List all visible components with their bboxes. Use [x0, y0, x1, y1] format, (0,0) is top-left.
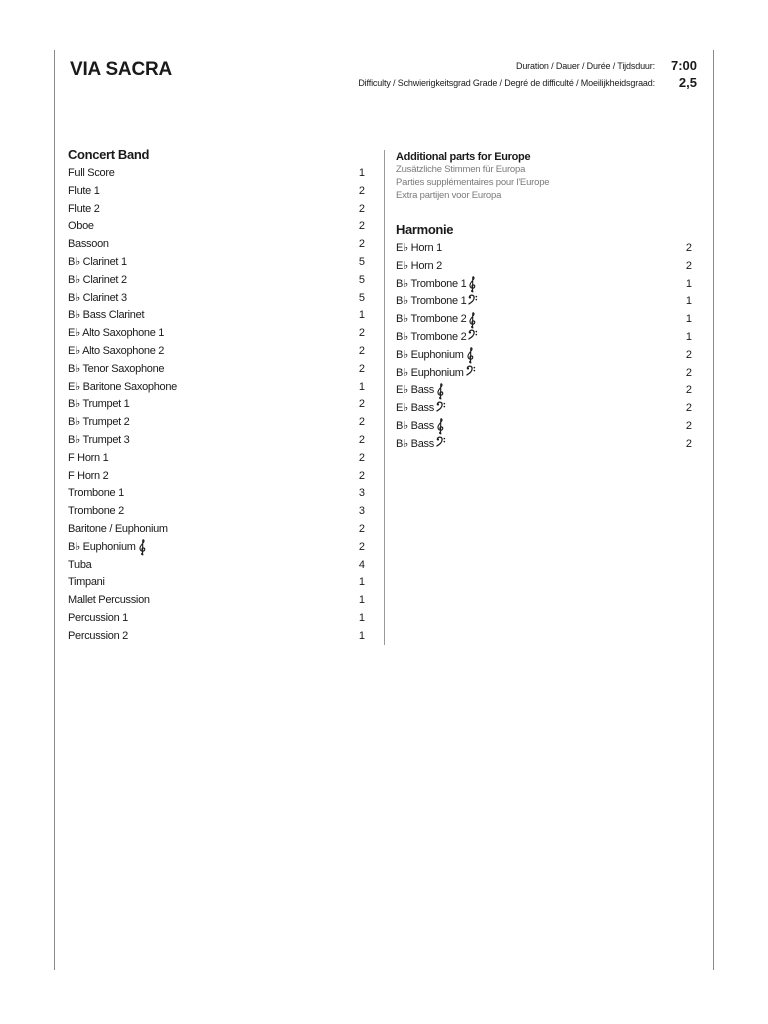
treble-clef-icon [468, 312, 477, 329]
part-row [68, 414, 365, 432]
part-row [68, 485, 365, 503]
part-count: 2 [358, 433, 365, 446]
part-name: B♭ Trombone 2 [396, 330, 467, 343]
part-name: E♭ Horn 1 [396, 242, 442, 254]
europe-subtitle-nl: Extra partijen voor Europa [396, 190, 502, 201]
part-name: B♭ Euphonium [68, 540, 136, 553]
part-row [396, 311, 692, 329]
treble-clef-icon [466, 347, 475, 364]
part-count: 2 [358, 469, 365, 482]
part-count: 2 [358, 398, 365, 411]
part-row [68, 307, 365, 325]
part-name: Tuba [68, 558, 92, 571]
part-count: 1 [358, 629, 365, 642]
treble-clef-icon [436, 418, 445, 435]
part-name: B♭ Clarinet 2 [68, 273, 127, 286]
part-name: E♭ Alto Saxophone 1 [68, 327, 165, 340]
part-count: 2 [358, 184, 365, 197]
part-count: 4 [358, 558, 365, 571]
part-row [396, 436, 692, 454]
part-row [396, 258, 692, 276]
part-row [68, 379, 365, 397]
column-divider [384, 150, 385, 645]
part-row [68, 521, 365, 539]
part-name: B♭ Trumpet 2 [68, 416, 130, 429]
part-name: Flute 1 [68, 184, 100, 197]
part-row [68, 254, 365, 272]
part-name: B♭ Bass [396, 419, 434, 432]
part-name: B♭ Tenor Saxophone [68, 362, 165, 375]
part-row [68, 610, 365, 628]
part-row [68, 325, 365, 343]
part-name: B♭ Clarinet 1 [68, 255, 127, 268]
piece-title: VIA SACRA [70, 59, 173, 80]
part-count: 3 [358, 487, 365, 500]
part-row [68, 201, 365, 219]
part-count: 2 [685, 384, 692, 397]
part-row [68, 432, 365, 450]
bass-clef-icon [466, 365, 476, 382]
part-name: B♭ Bass [396, 437, 434, 450]
part-row [68, 574, 365, 592]
part-count: 2 [358, 220, 365, 233]
part-row [396, 382, 692, 400]
treble-clef-icon [138, 539, 147, 556]
difficulty-label: Difficulty / Schwierigkeitsgrad Grade / Degré de difficulté / Moeilijkheidsgraad: [358, 78, 655, 88]
treble-clef-icon [468, 276, 477, 293]
europe-parts-heading: Additional parts for Europe [396, 151, 531, 163]
part-name: F Horn 1 [68, 451, 109, 464]
part-name: B♭ Trumpet 1 [68, 398, 130, 411]
part-row [68, 396, 365, 414]
part-row [68, 218, 365, 236]
part-name: B♭ Trombone 1 [396, 277, 467, 290]
part-count: 1 [685, 330, 692, 343]
part-row [68, 503, 365, 521]
part-name: E♭ Bass [396, 402, 434, 415]
part-name: B♭ Trombone 2 [396, 313, 467, 326]
part-name: Oboe [68, 220, 94, 233]
part-row [68, 183, 365, 201]
part-name: Baritone / Euphonium [68, 522, 168, 535]
part-count: 2 [685, 259, 692, 272]
part-count: 2 [358, 540, 365, 553]
part-row [396, 293, 692, 311]
part-name: Trombone 1 [68, 487, 124, 500]
part-name: Bassoon [68, 238, 109, 251]
part-row [396, 400, 692, 418]
part-count: 2 [685, 419, 692, 432]
part-row [68, 165, 365, 183]
part-count: 1 [358, 611, 365, 624]
bass-clef-icon [468, 294, 478, 311]
part-count: 1 [685, 277, 692, 290]
part-name: Flute 2 [68, 202, 100, 215]
part-count: 2 [685, 242, 692, 254]
part-count: 2 [358, 362, 365, 375]
part-row [68, 290, 365, 308]
part-count: 1 [358, 380, 365, 393]
europe-subtitle-fr: Parties supplémentaires pour l'Europe [396, 177, 550, 188]
part-name: B♭ Trumpet 3 [68, 433, 130, 446]
page-border-left [54, 50, 55, 970]
part-row [68, 272, 365, 290]
part-count: 2 [358, 451, 365, 464]
part-row [68, 361, 365, 379]
part-name: Timpani [68, 576, 105, 589]
part-row [68, 343, 365, 361]
harmonie-parts-list [396, 240, 692, 454]
part-row [68, 628, 365, 646]
concert-band-heading: Concert Band [68, 147, 150, 162]
part-count: 1 [685, 313, 692, 326]
part-count: 5 [358, 291, 365, 304]
part-name: E♭ Baritone Saxophone [68, 380, 177, 393]
part-count: 3 [358, 505, 365, 518]
bass-clef-icon [436, 436, 446, 453]
part-name: Percussion 1 [68, 611, 128, 624]
part-row [68, 539, 365, 557]
part-count: 1 [358, 576, 365, 589]
part-name: E♭ Horn 2 [396, 259, 442, 272]
part-name: B♭ Clarinet 3 [68, 291, 127, 304]
part-name: E♭ Alto Saxophone 2 [68, 344, 165, 357]
part-count: 2 [358, 522, 365, 535]
part-count: 5 [358, 273, 365, 286]
page-border-right [713, 50, 714, 970]
part-count: 2 [358, 202, 365, 215]
part-count: 2 [685, 348, 692, 361]
part-row [68, 236, 365, 254]
part-count: 2 [685, 366, 692, 379]
part-name: B♭ Euphonium [396, 366, 464, 379]
part-count: 2 [358, 327, 365, 340]
duration-label: Duration / Dauer / Durée / Tijdsduur: [515, 61, 655, 71]
harmonie-heading: Harmonie [396, 222, 454, 237]
part-row [68, 557, 365, 575]
part-name: B♭ Trombone 1 [396, 295, 467, 308]
part-row [68, 468, 365, 486]
part-name: Trombone 2 [68, 505, 124, 518]
part-row [396, 347, 692, 365]
part-row [68, 592, 365, 610]
part-count: 2 [358, 238, 365, 251]
concert-band-parts-list [68, 165, 365, 646]
europe-parts-subtitles [396, 163, 549, 202]
part-count: 1 [358, 167, 365, 179]
part-name: Full Score [68, 167, 115, 179]
part-row [396, 365, 692, 383]
part-row [396, 240, 692, 258]
part-row [396, 418, 692, 436]
part-name: B♭ Bass Clarinet [68, 309, 145, 322]
part-count: 1 [685, 295, 692, 308]
part-count: 1 [358, 594, 365, 607]
treble-clef-icon [436, 383, 445, 400]
part-name: Mallet Percussion [68, 594, 150, 607]
part-count: 2 [358, 344, 365, 357]
part-row [396, 329, 692, 347]
part-count: 2 [685, 437, 692, 450]
part-count: 1 [358, 309, 365, 322]
europe-subtitle-de: Zusätzliche Stimmen für Europa [396, 164, 526, 175]
part-name: B♭ Euphonium [396, 348, 464, 361]
part-row [396, 276, 692, 294]
part-name: Percussion 2 [68, 629, 128, 642]
part-row [68, 450, 365, 468]
bass-clef-icon [436, 401, 446, 418]
part-count: 5 [358, 255, 365, 268]
part-name: E♭ Bass [396, 384, 434, 397]
duration-value: 7:00 [670, 58, 697, 73]
bass-clef-icon [468, 329, 478, 346]
part-count: 2 [358, 416, 365, 429]
part-name: F Horn 2 [68, 469, 109, 482]
part-count: 2 [685, 402, 692, 415]
difficulty-value: 2,5 [678, 75, 697, 90]
